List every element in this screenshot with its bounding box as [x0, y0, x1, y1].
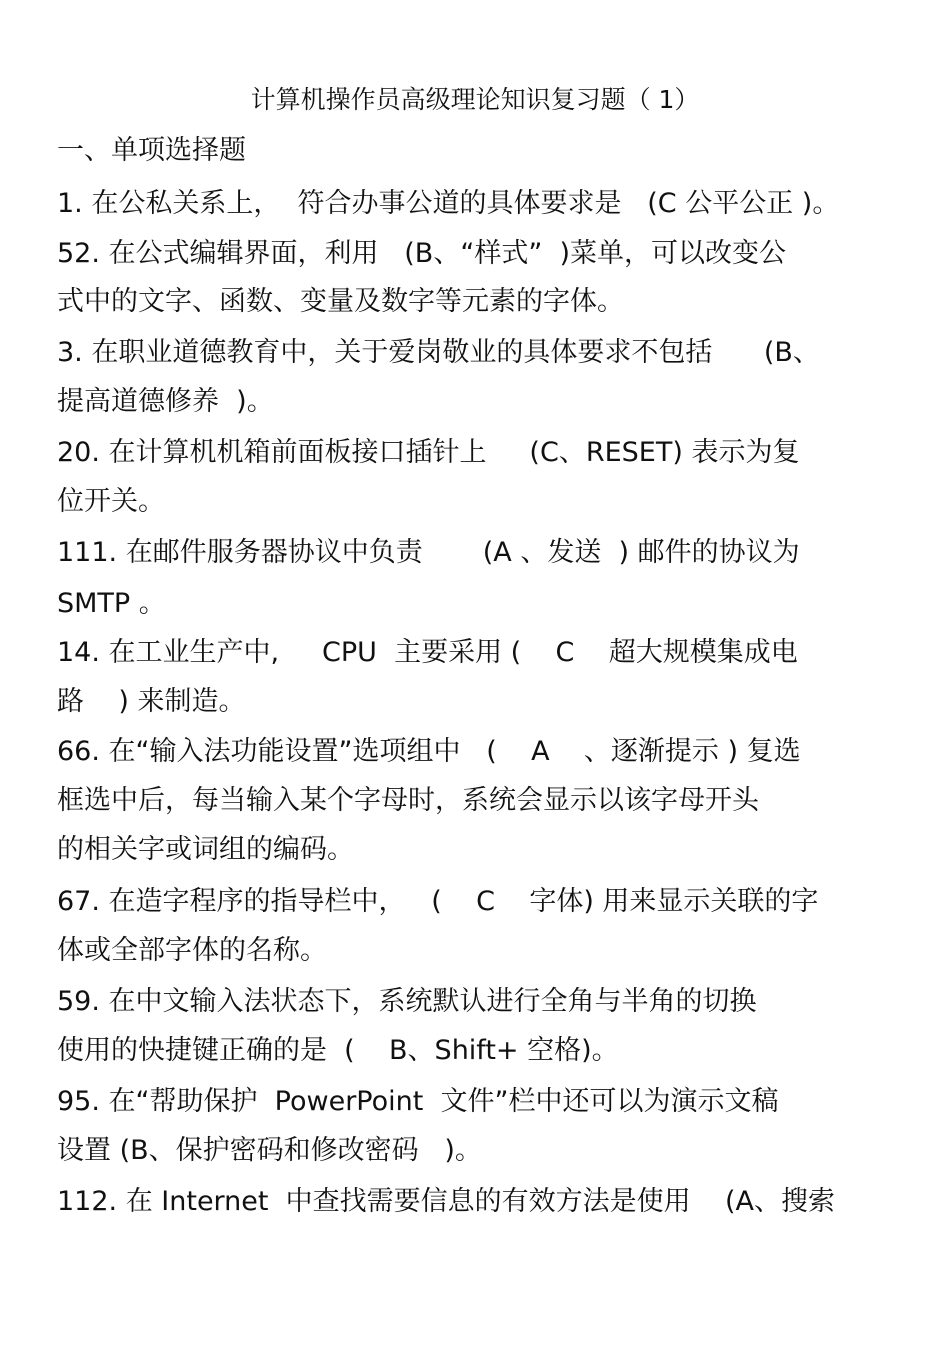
question-line-8: 111. 在邮件服务器协议中负责 (A 、发送 ) 邮件的协议为 [57, 537, 800, 568]
question-line-16: 体或全部字体的名称。 [57, 935, 327, 966]
question-line-7: 位开关。 [57, 486, 165, 517]
question-line-9: SMTP 。 [57, 588, 166, 619]
question-line-4: 3. 在职业道德教育中，关于爱岗敬业的具体要求不包括 (B、 [57, 337, 820, 368]
section-heading: 一、单项选择题 [57, 135, 246, 166]
question-line-21: 112. 在 Internet 中查找需要信息的有效方法是使用 (A、搜索 [57, 1186, 835, 1217]
question-line-11: 路 ) 来制造。 [57, 686, 246, 717]
question-line-10: 14. 在工业生产中, CPU 主要采用 ( C 超大规模集成电 [57, 637, 798, 668]
question-line-2: 52. 在公式编辑界面，利用 (B、“样式” )菜单，可以改变公 [57, 238, 786, 269]
question-line-19: 95. 在“帮助保护 PowerPoint 文件”栏中还可以为演示文稿 [57, 1086, 779, 1117]
question-line-12: 66. 在“输入法功能设置”选项组中 ( A 、逐渐提示 ) 复选 [57, 736, 801, 767]
question-line-5: 提高道德修养 )。 [57, 386, 274, 417]
question-line-14: 的相关字或词组的编码。 [57, 834, 354, 865]
question-line-1: 1. 在公私关系上， 符合办事公道的具体要求是 (C 公平公正 )。 [57, 188, 840, 219]
question-line-3: 式中的文字、函数、变量及数字等元素的字体。 [57, 286, 624, 317]
question-line-6: 20. 在计算机机箱前面板接口插针上 (C、RESET) 表示为复 [57, 437, 800, 468]
question-line-20: 设置 (B、保护密码和修改密码 )。 [57, 1135, 482, 1166]
question-line-18: 使用的快捷键正确的是 ( B、Shift+ 空格)。 [57, 1035, 619, 1066]
document-title: 计算机操作员高级理论知识复习题（ 1） [250, 85, 700, 114]
question-line-17: 59. 在中文输入法状态下，系统默认进行全角与半角的切换 [57, 986, 757, 1017]
question-line-15: 67. 在造字程序的指导栏中， ( C 字体) 用来显示关联的字 [57, 886, 819, 917]
question-line-13: 框选中后，每当输入某个字母时，系统会显示以该字母开头 [57, 785, 759, 816]
